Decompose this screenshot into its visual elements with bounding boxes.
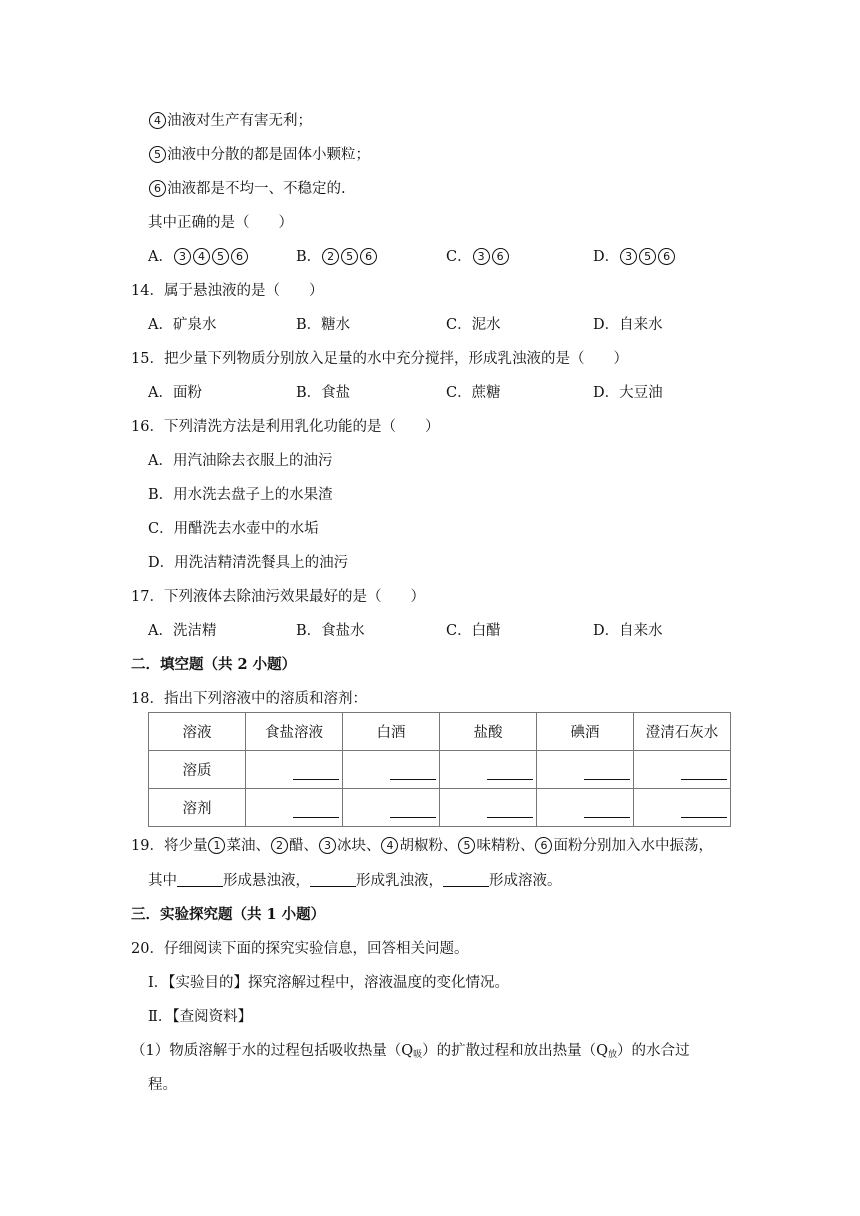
q16-option-a[interactable]: A．用汽油除去衣服上的油污	[148, 453, 333, 469]
q20-reference-text: （1）物质溶解于水的过程包括吸收热量$(Q_吸)$的扩散过程和放出热量$(Q_放)$的水合过	[131, 1043, 690, 1060]
answer-blank[interactable]	[310, 872, 356, 887]
q15-option-c[interactable]: C．蔗糖	[446, 385, 501, 401]
answer-blank[interactable]	[443, 872, 489, 887]
circled-number: 5	[149, 146, 166, 163]
q13-item-6: 6 油液都是不均一、不稳定的.	[148, 179, 346, 199]
q13-option-c[interactable]: C． 3 6	[446, 247, 510, 267]
q13-item-4: 4 油液对生产有害无利；	[148, 111, 312, 131]
q14-option-d[interactable]: D．自来水	[593, 317, 663, 333]
q19-line-1: 19．将少量 1 菜油、 2 醋、 3 冰块、 4 胡椒粉、 5 味精粉、 6 面粉分别加入水中振荡，	[131, 838, 713, 854]
q15-option-d[interactable]: D．大豆油	[593, 385, 663, 401]
q17-option-a[interactable]: A．洗洁精	[148, 623, 217, 639]
section-2-heading: 二．填空题（共 2 小题）	[131, 656, 297, 673]
answer-blank[interactable]	[343, 789, 440, 827]
answer-blank[interactable]	[537, 789, 634, 827]
table-header-cell: 白酒	[343, 713, 440, 751]
answer-blank[interactable]	[177, 872, 223, 887]
table-header-cell: 盐酸	[440, 713, 537, 751]
table-header-cell: 澄清石灰水	[634, 713, 731, 751]
q13-option-d[interactable]: D． 3 5 6	[593, 247, 676, 267]
q17-option-b[interactable]: B．食盐水	[296, 623, 365, 639]
circled-number: 4	[149, 112, 166, 129]
table-row	[149, 751, 731, 789]
table-row	[149, 789, 731, 827]
row-label-solvent: 溶剂	[149, 789, 246, 827]
table-header-cell: 碘酒	[537, 713, 634, 751]
q20-stem: 20．仔细阅读下面的探究实验信息，回答相关问题。	[131, 941, 469, 957]
q13-ask: 其中正确的是（ ）	[148, 215, 293, 231]
q14-option-b[interactable]: B．糖水	[296, 317, 351, 333]
answer-blank[interactable]	[343, 751, 440, 789]
q19-line-2: 其中 形成悬浊液， 形成乳浊液， 形成溶液。	[148, 873, 562, 889]
q20-reference-heading: Ⅱ．【查阅资料】	[148, 1009, 253, 1025]
q18-stem: 18．指出下列溶液中的溶质和溶剂：	[131, 691, 367, 707]
q13-option-a[interactable]: A． 3 4 5 6	[148, 247, 249, 267]
answer-blank[interactable]	[634, 789, 731, 827]
q17-option-c[interactable]: C．白醋	[446, 623, 501, 639]
answer-blank[interactable]	[634, 751, 731, 789]
q15-option-b[interactable]: B．食盐	[296, 385, 351, 401]
table-header-cell: 溶液	[149, 713, 246, 751]
q14-stem: 14．属于悬浊液的是（ ）	[131, 283, 324, 299]
q16-stem: 16．下列清洗方法是利用乳化功能的是（ ）	[131, 419, 440, 435]
row-label-solute: 溶质	[149, 751, 246, 789]
section-3-heading: 三．实验探究题（共 1 小题）	[131, 906, 326, 923]
table-header-row	[149, 713, 731, 751]
q17-stem: 17．下列液体去除油污效果最好的是（ ）	[131, 589, 425, 605]
answer-blank[interactable]	[246, 789, 343, 827]
q14-option-a[interactable]: A．矿泉水	[148, 317, 217, 333]
q13-option-b[interactable]: B． 2 5 6	[296, 247, 378, 267]
table-header-cell: 食盐溶液	[246, 713, 343, 751]
answer-blank[interactable]	[246, 751, 343, 789]
answer-blank[interactable]	[440, 751, 537, 789]
q15-stem: 15．把少量下列物质分别放入足量的水中充分搅拌，形成乳浊液的是（ ）	[131, 351, 628, 367]
q16-option-c[interactable]: C．用醋洗去水壶中的水垢	[148, 521, 319, 537]
answer-blank[interactable]	[440, 789, 537, 827]
q13-item-5: 5 油液中分散的都是固体小颗粒；	[148, 145, 370, 165]
solution-table	[148, 712, 731, 827]
q16-option-b[interactable]: B．用水洗去盘子上的水果渣	[148, 487, 333, 503]
answer-blank[interactable]	[537, 751, 634, 789]
q15-option-a[interactable]: A．面粉	[148, 385, 202, 401]
q16-option-d[interactable]: D．用洗洁精清洗餐具上的油污	[148, 555, 349, 571]
q14-option-c[interactable]: C．泥水	[446, 317, 501, 333]
q20-reference-text-cont: 程。	[148, 1077, 177, 1093]
circled-number: 6	[149, 180, 166, 197]
q17-option-d[interactable]: D．自来水	[593, 623, 663, 639]
q20-purpose: Ⅰ．【实验目的】探究溶解过程中，溶液温度的变化情况。	[148, 975, 509, 991]
